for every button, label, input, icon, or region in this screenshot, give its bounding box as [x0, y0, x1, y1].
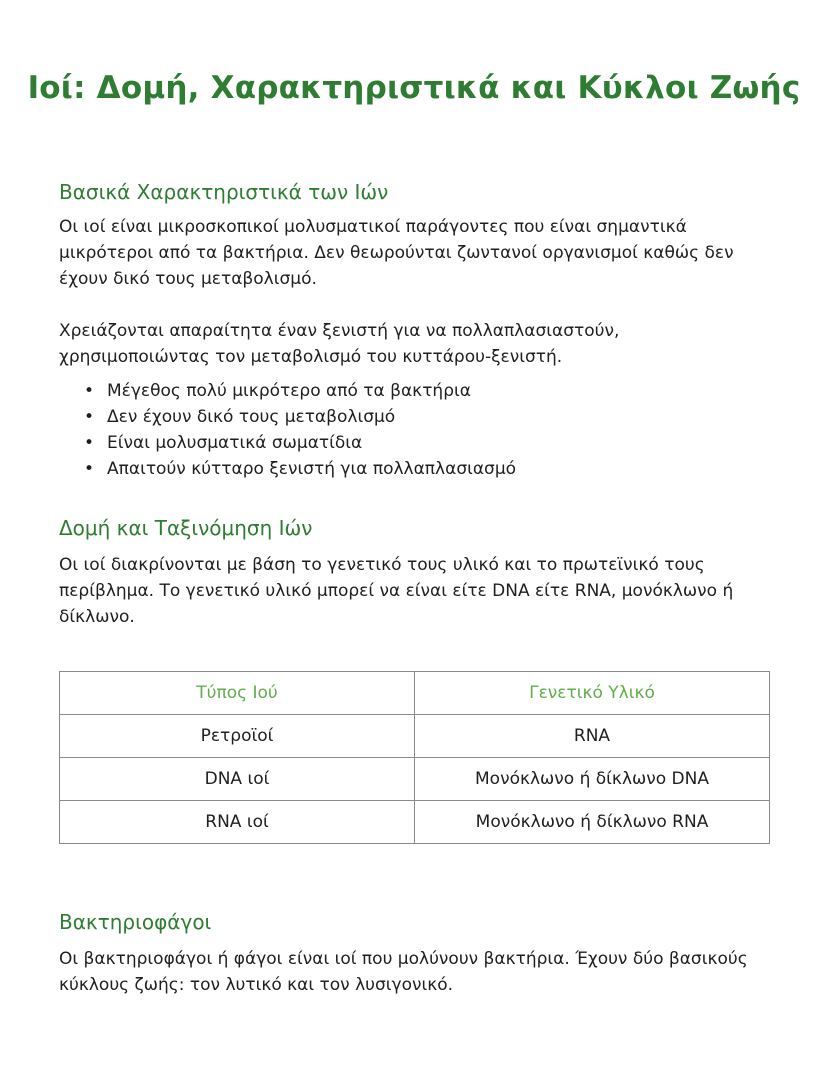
document-title: Ιοί: Δομή, Χαρακτηριστικά και Κύκλοι Ζωής	[27, 70, 801, 106]
column-header-virus-type: Τύπος Ιού	[60, 672, 415, 715]
table-header-row	[60, 672, 770, 715]
bullet-icon: •	[84, 407, 95, 427]
table-cell: RNA ιοί	[60, 801, 415, 844]
list-item	[59, 456, 516, 482]
table-row	[60, 758, 770, 801]
section-heading-bacteriophages: Βακτηριοφάγοι	[59, 910, 212, 934]
table-cell: Μονόκλωνο ή δίκλωνο RNA	[415, 801, 770, 844]
bullet-icon: •	[84, 433, 95, 453]
table-cell: DNA ιοί	[60, 758, 415, 801]
paragraph-host-requirement: Χρειάζονται απαραίτητα έναν ξενιστή για να πολλαπλασιαστούν, χρησιμοποιώντας τον μεταβολισμό του κυττάρου-ξενιστή.	[59, 321, 620, 367]
bullet-icon: •	[84, 459, 95, 479]
section-heading-structure: Δομή και Ταξινόμηση Ιών	[59, 516, 313, 540]
characteristics-list	[59, 378, 516, 482]
list-item	[59, 430, 516, 456]
paragraph-characteristics-intro: Οι ιοί είναι μικροσκοπικοί μολυσματικοί παράγοντες που είναι σημαντικά μικρότεροι από τα βακτήρια. Δεν θεωρούνται ζωντανοί οργανισμοί καθώς δεν έχουν δικό τους μεταβολισμό.	[59, 217, 734, 289]
paragraph-structure-intro: Οι ιοί διακρίνονται με βάση το γενετικό τους υλικό και το πρωτεϊνικό τους περίβλημα. Το γενετικό υλικό μπορεί να είναι είτε DNA είτε RNA, μονόκλωνο ή δίκλωνο.	[59, 555, 734, 627]
list-item-text: Απαιτούν κύτταρο ξενιστή για πολλαπλασιασμό	[107, 459, 517, 479]
section-heading-characteristics: Βασικά Χαρακτηριστικά των Ιών	[59, 180, 389, 204]
list-item	[59, 404, 516, 430]
table-cell: RNA	[415, 715, 770, 758]
list-item-text: Μέγεθος πολύ μικρότερο από τα βακτήρια	[107, 381, 471, 401]
list-item-text: Είναι μολυσματικά σωματίδια	[107, 433, 363, 453]
bullet-icon: •	[84, 381, 95, 401]
virus-classification-table	[59, 671, 770, 844]
column-header-genetic-material: Γενετικό Υλικό	[415, 672, 770, 715]
table-cell: Μονόκλωνο ή δίκλωνο DNA	[415, 758, 770, 801]
list-item	[59, 378, 516, 404]
table-row	[60, 715, 770, 758]
paragraph-bacteriophages: Οι βακτηριοφάγοι ή φάγοι είναι ιοί που μολύνουν βακτήρια. Έχουν δύο βασικούς κύκλους ζωής: τον λυτικό και τον λυσιγονικό.	[59, 949, 748, 995]
table-row	[60, 801, 770, 844]
table-cell: Ρετροϊοί	[60, 715, 415, 758]
list-item-text: Δεν έχουν δικό τους μεταβολισμό	[107, 407, 396, 427]
